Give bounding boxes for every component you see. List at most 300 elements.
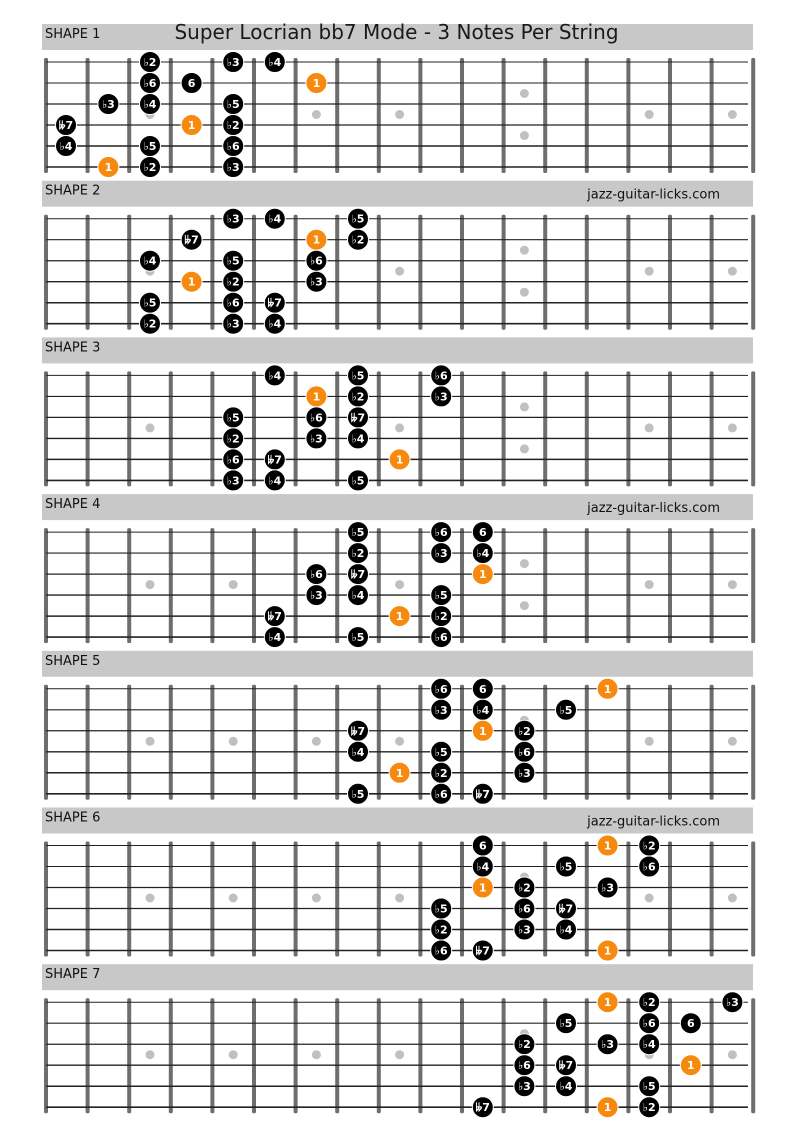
- scale-note: [348, 720, 369, 741]
- note-label: ♭6: [434, 526, 448, 540]
- inlay-dot: [146, 894, 155, 903]
- fret-line: [502, 58, 506, 173]
- shape-label: SHAPE 7: [45, 967, 101, 983]
- inlay-dot: [395, 1050, 404, 1059]
- fret-line: [210, 58, 214, 173]
- inlay-dot: [728, 894, 737, 903]
- note-label: ♭2: [351, 390, 365, 404]
- note-label: ♭4: [268, 56, 282, 69]
- scale-note: [223, 208, 244, 229]
- note-label: 𝄫7: [475, 1101, 490, 1115]
- scale-note: [431, 783, 452, 804]
- shape-diagram: [42, 181, 755, 335]
- scale-note: [223, 52, 244, 73]
- inlay-dot: [395, 110, 404, 119]
- root-note: [472, 564, 493, 585]
- note-label: ♭5: [226, 98, 240, 111]
- note-label: 𝄫7: [267, 296, 282, 310]
- root-note: [389, 762, 410, 783]
- website-label: jazz-guitar-licks.com: [587, 814, 720, 830]
- note-label: ♭4: [559, 1080, 573, 1094]
- note-label: ♭5: [351, 369, 365, 383]
- scale-note: [348, 543, 369, 564]
- fret-line: [710, 58, 714, 173]
- inlay-dot: [520, 131, 529, 140]
- scale-note: [223, 449, 244, 470]
- fret-line: [585, 685, 589, 800]
- fret-line: [335, 998, 339, 1113]
- fret-line: [169, 842, 173, 957]
- inlay-dot: [645, 110, 654, 119]
- fret-line: [668, 842, 672, 957]
- fret-line: [127, 528, 131, 643]
- root-note: [597, 992, 618, 1013]
- fret-line: [169, 528, 173, 643]
- inlay-dot: [728, 423, 737, 432]
- note-label: ♭3: [226, 56, 240, 69]
- inlay-dot: [395, 737, 404, 746]
- shape-diagram: [42, 337, 755, 491]
- fret-line: [710, 215, 714, 330]
- root-note: [389, 449, 410, 470]
- note-label: ♭6: [517, 745, 531, 759]
- fret-line: [502, 685, 506, 800]
- note-label: 1: [603, 682, 612, 696]
- shape-label: SHAPE 3: [45, 340, 101, 356]
- fret-line: [543, 685, 547, 800]
- scale-note: [348, 470, 369, 491]
- fret-line: [751, 528, 755, 643]
- scale-note: [140, 250, 161, 271]
- fret-line: [460, 842, 464, 957]
- scale-note: [514, 1034, 535, 1055]
- note-label: 𝄫7: [475, 944, 490, 958]
- shape-diagram: [42, 964, 755, 1117]
- note-label: ♭2: [351, 233, 365, 247]
- scale-note: [348, 627, 369, 648]
- fret-line: [585, 371, 589, 486]
- fret-line: [86, 215, 90, 330]
- fret-line: [377, 685, 381, 800]
- scale-note: [556, 898, 577, 919]
- note-label: ♭6: [517, 1059, 531, 1073]
- fret-line: [543, 371, 547, 486]
- note-label: ♭5: [642, 1080, 656, 1094]
- fret-line: [502, 998, 506, 1113]
- note-label: ♭3: [226, 317, 240, 331]
- scale-note: [556, 1076, 577, 1097]
- note-label: ♭4: [476, 860, 490, 874]
- fret-line: [668, 215, 672, 330]
- note-label: ♭6: [309, 254, 323, 268]
- inlay-dot: [645, 894, 654, 903]
- fret-line: [335, 842, 339, 957]
- fret-line: [710, 528, 714, 643]
- note-label: ♭5: [559, 703, 573, 717]
- scale-note: [56, 136, 77, 157]
- fret-line: [668, 371, 672, 486]
- note-label: 1: [478, 568, 487, 582]
- note-label: ♭5: [434, 745, 448, 759]
- scale-note: [223, 470, 244, 491]
- fret-line: [543, 528, 547, 643]
- fret-line: [626, 371, 630, 486]
- inlay-dot: [728, 580, 737, 589]
- note-label: ♭6: [434, 944, 448, 958]
- scale-note: [472, 940, 493, 961]
- scale-note: [514, 1055, 535, 1076]
- fret-line: [668, 685, 672, 800]
- note-label: ♭6: [434, 631, 448, 645]
- fret-line: [460, 371, 464, 486]
- fret-line: [169, 215, 173, 330]
- fret-line: [210, 528, 214, 643]
- scale-note: [223, 271, 244, 292]
- fret-line: [626, 58, 630, 173]
- fret-line: [502, 215, 506, 330]
- fret-line: [44, 528, 48, 643]
- scale-note: [140, 73, 161, 94]
- note-label: 1: [478, 881, 487, 895]
- fret-line: [44, 842, 48, 957]
- note-label: ♭2: [434, 923, 448, 937]
- note-label: ♭5: [434, 902, 448, 916]
- inlay-dot: [229, 894, 238, 903]
- scale-note: [98, 94, 119, 115]
- fret-line: [751, 58, 755, 173]
- note-label: ♭3: [309, 589, 323, 603]
- note-label: ♭3: [434, 703, 448, 717]
- scale-note: [348, 208, 369, 229]
- note-label: ♭2: [517, 724, 531, 738]
- fret-line: [751, 842, 755, 957]
- note-label: 6: [686, 1017, 695, 1031]
- fret-line: [585, 58, 589, 173]
- scale-note: [223, 313, 244, 334]
- scale-note: [722, 992, 743, 1013]
- scale-note: [264, 627, 285, 648]
- note-label: 1: [603, 944, 612, 958]
- fret-line: [44, 215, 48, 330]
- shape-banner: [42, 651, 753, 677]
- note-label: 𝄫7: [558, 1059, 574, 1073]
- inlay-dot: [520, 288, 529, 297]
- note-label: ♭3: [101, 98, 115, 111]
- note-label: ♭5: [143, 296, 157, 310]
- fret-line: [377, 215, 381, 330]
- scale-note: [639, 1097, 660, 1118]
- fret-line: [585, 842, 589, 957]
- fret-line: [502, 842, 506, 957]
- note-label: 1: [395, 453, 404, 467]
- inlay-dot: [395, 580, 404, 589]
- scale-note: [556, 1013, 577, 1034]
- note-label: ♭6: [226, 453, 240, 467]
- note-label: ♭2: [143, 317, 157, 331]
- note-label: ♭3: [309, 432, 323, 446]
- inlay-dot: [146, 580, 155, 589]
- root-note: [597, 1097, 618, 1118]
- fret-line: [335, 215, 339, 330]
- fret-line: [252, 842, 256, 957]
- scale-note: [223, 136, 244, 157]
- fret-line: [751, 998, 755, 1113]
- note-label: 1: [603, 839, 612, 853]
- root-note: [306, 229, 327, 250]
- inlay-dot: [312, 1050, 321, 1059]
- fret-line: [252, 685, 256, 800]
- fret-line: [668, 998, 672, 1113]
- note-label: ♭2: [226, 432, 240, 446]
- fret-line: [585, 215, 589, 330]
- note-label: ♭4: [351, 432, 365, 446]
- note-label: 𝄫7: [184, 233, 199, 247]
- shape-label: SHAPE 2: [45, 183, 101, 199]
- scale-note: [223, 115, 244, 136]
- scale-note: [306, 250, 327, 271]
- scale-note: [306, 564, 327, 585]
- scale-note: [348, 783, 369, 804]
- note-label: ♭5: [559, 860, 573, 874]
- fret-line: [210, 842, 214, 957]
- scale-note: [431, 678, 452, 699]
- note-label: ♭3: [517, 1080, 531, 1094]
- fret-line: [751, 215, 755, 330]
- note-label: 𝄫7: [267, 610, 282, 624]
- note-label: ♭6: [143, 77, 157, 90]
- note-label: ♭3: [309, 275, 323, 289]
- fret-line: [210, 998, 214, 1113]
- scale-note: [264, 449, 285, 470]
- fret-line: [294, 371, 298, 486]
- scale-note: [56, 115, 77, 136]
- shape-diagram: [42, 494, 755, 647]
- scale-note: [264, 365, 285, 386]
- note-label: ♭4: [351, 589, 365, 603]
- fret-line: [668, 528, 672, 643]
- note-label: 1: [104, 161, 113, 174]
- fret-line: [252, 528, 256, 643]
- scale-note: [264, 470, 285, 491]
- note-label: 1: [312, 390, 321, 404]
- scale-note: [514, 762, 535, 783]
- fret-line: [127, 998, 131, 1113]
- note-label: ♭3: [725, 996, 739, 1010]
- inlay-dot: [229, 737, 238, 746]
- inlay-dot: [728, 110, 737, 119]
- scale-note: [223, 94, 244, 115]
- fret-line: [543, 215, 547, 330]
- note-label: ♭4: [268, 212, 282, 226]
- note-label: ♭5: [351, 212, 365, 226]
- note-label: ♭6: [642, 860, 656, 874]
- scale-note: [514, 720, 535, 741]
- note-label: ♭6: [226, 296, 240, 310]
- shape-label: SHAPE 1: [45, 27, 101, 42]
- fret-line: [44, 371, 48, 486]
- note-label: ♭5: [226, 254, 240, 268]
- fret-line: [86, 528, 90, 643]
- scale-note: [597, 877, 618, 898]
- note-label: ♭4: [351, 745, 365, 759]
- note-label: 1: [395, 766, 404, 780]
- scale-note: [431, 741, 452, 762]
- fret-line: [252, 371, 256, 486]
- fret-line: [585, 528, 589, 643]
- fret-line: [44, 58, 48, 173]
- scale-note: [639, 992, 660, 1013]
- fret-line: [169, 58, 173, 173]
- scale-note: [140, 157, 161, 178]
- note-label: 𝄫7: [58, 119, 74, 132]
- note-label: ♭3: [601, 1038, 615, 1052]
- note-label: 𝄫7: [475, 787, 490, 801]
- scale-note: [431, 627, 452, 648]
- inlay-dot: [645, 737, 654, 746]
- scale-note: [514, 877, 535, 898]
- inlay-dot: [520, 559, 529, 568]
- scale-note: [514, 741, 535, 762]
- note-label: ♭5: [351, 787, 365, 801]
- scale-note: [472, 835, 493, 856]
- fret-line: [252, 215, 256, 330]
- inlay-dot: [645, 423, 654, 432]
- scale-note: [264, 313, 285, 334]
- root-note: [597, 678, 618, 699]
- note-label: ♭2: [434, 766, 448, 780]
- note-label: 1: [187, 119, 196, 132]
- scale-note: [264, 292, 285, 313]
- shape-diagram: [42, 808, 755, 962]
- note-label: ♭6: [434, 369, 448, 383]
- fret-line: [86, 58, 90, 173]
- note-label: 1: [686, 1059, 695, 1073]
- inlay-dot: [395, 423, 404, 432]
- inlay-dot: [728, 737, 737, 746]
- fret-line: [585, 998, 589, 1113]
- note-label: ♭2: [642, 1101, 656, 1115]
- note-label: ♭5: [226, 411, 240, 425]
- fret-line: [626, 842, 630, 957]
- note-label: 1: [395, 610, 404, 624]
- inlay-dot: [395, 267, 404, 276]
- note-label: ♭2: [642, 839, 656, 853]
- note-label: ♭4: [268, 317, 282, 331]
- scale-note: [472, 1097, 493, 1118]
- fret-line: [86, 842, 90, 957]
- inlay-dot: [520, 246, 529, 255]
- fret-line: [377, 371, 381, 486]
- scale-note: [140, 136, 161, 157]
- scale-note: [556, 1055, 577, 1076]
- note-label: ♭3: [434, 547, 448, 561]
- fret-line: [252, 998, 256, 1113]
- fret-line: [751, 371, 755, 486]
- note-label: 1: [603, 996, 612, 1010]
- root-note: [597, 940, 618, 961]
- scale-note: [348, 229, 369, 250]
- note-label: ♭6: [309, 568, 323, 582]
- note-label: ♭6: [309, 411, 323, 425]
- fret-line: [86, 371, 90, 486]
- shape-diagram: [42, 651, 755, 805]
- note-label: ♭3: [226, 161, 240, 174]
- fret-line: [127, 685, 131, 800]
- root-note: [306, 386, 327, 407]
- note-label: 1: [478, 724, 487, 738]
- scale-note: [140, 292, 161, 313]
- note-label: ♭6: [642, 1017, 656, 1031]
- fret-line: [294, 58, 298, 173]
- note-label: ♭3: [601, 881, 615, 895]
- fret-line: [460, 528, 464, 643]
- fret-line: [751, 685, 755, 800]
- scale-note: [348, 741, 369, 762]
- note-label: ♭3: [226, 212, 240, 226]
- fret-line: [127, 842, 131, 957]
- fret-line: [294, 998, 298, 1113]
- shape-diagram: [42, 24, 755, 178]
- fret-line: [294, 842, 298, 957]
- fret-line: [210, 685, 214, 800]
- inlay-dot: [146, 737, 155, 746]
- fret-line: [418, 215, 422, 330]
- scale-note: [514, 898, 535, 919]
- scale-note: [556, 699, 577, 720]
- note-label: ♭6: [434, 787, 448, 801]
- scale-note: [431, 919, 452, 940]
- note-label: ♭2: [517, 1038, 531, 1052]
- scale-note: [597, 1034, 618, 1055]
- note-label: ♭2: [434, 610, 448, 624]
- scale-note: [472, 543, 493, 564]
- fret-line: [335, 528, 339, 643]
- note-label: ♭3: [434, 390, 448, 404]
- fret-line: [210, 371, 214, 486]
- fret-line: [418, 685, 422, 800]
- note-label: ♭4: [642, 1038, 656, 1052]
- scale-note: [140, 52, 161, 73]
- inlay-dot: [229, 580, 238, 589]
- fret-line: [418, 998, 422, 1113]
- inlay-dot: [312, 894, 321, 903]
- fret-line: [169, 371, 173, 486]
- fret-line: [335, 371, 339, 486]
- scale-note: [639, 835, 660, 856]
- fret-line: [626, 528, 630, 643]
- note-label: 1: [312, 77, 321, 90]
- note-label: ♭4: [476, 703, 490, 717]
- note-label: ♭5: [351, 474, 365, 488]
- scale-note: [556, 919, 577, 940]
- scale-note: [472, 699, 493, 720]
- scale-note: [431, 365, 452, 386]
- note-label: ♭4: [268, 474, 282, 488]
- fret-line: [502, 371, 506, 486]
- fret-line: [294, 685, 298, 800]
- root-note: [472, 720, 493, 741]
- inlay-dot: [520, 402, 529, 411]
- fret-line: [710, 998, 714, 1113]
- scale-note: [514, 1076, 535, 1097]
- scale-note: [348, 564, 369, 585]
- fret-line: [626, 685, 630, 800]
- shape-label: SHAPE 6: [45, 810, 101, 826]
- scale-note: [264, 52, 285, 73]
- fret-line: [86, 998, 90, 1113]
- note-label: ♭4: [268, 369, 282, 383]
- scale-note: [306, 271, 327, 292]
